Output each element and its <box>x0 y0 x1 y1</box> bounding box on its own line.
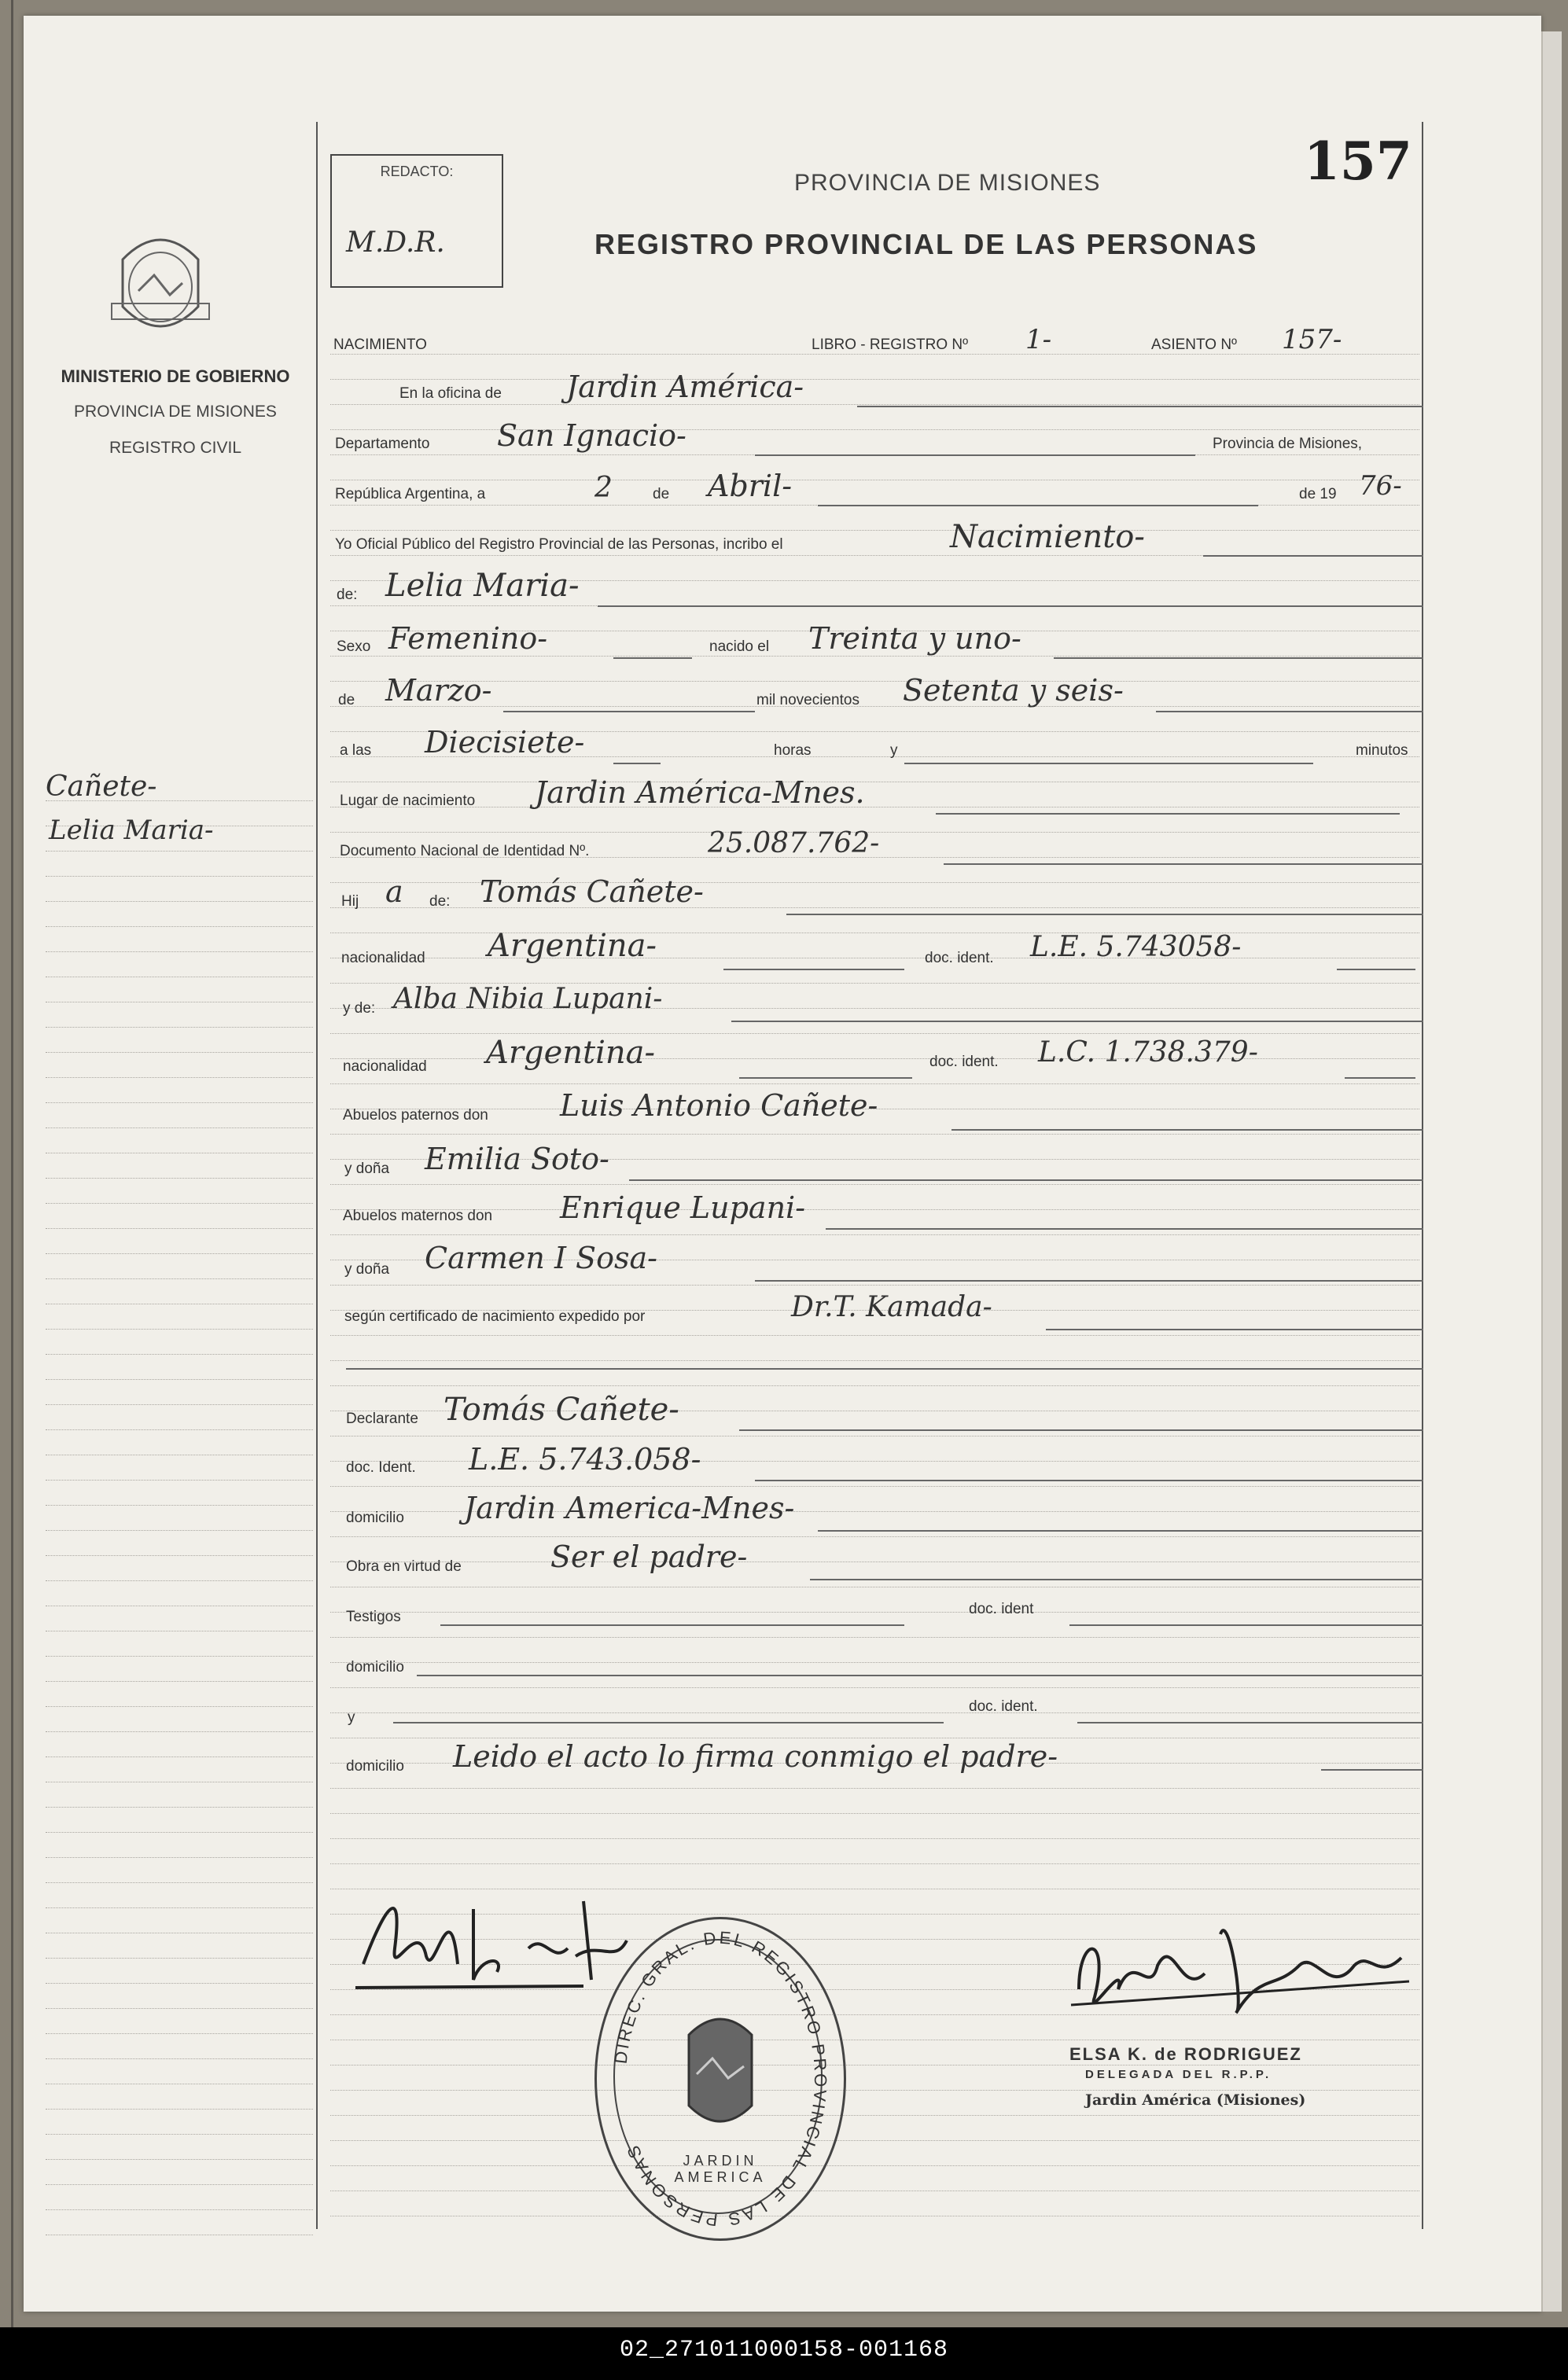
oficial-value: Nacimiento- <box>950 519 1145 555</box>
form-rule <box>330 706 1419 707</box>
margin-note-name: Lelia Maria- <box>49 815 214 846</box>
margin-rule <box>46 1203 313 1204</box>
abp-label: Abuelos paternos don <box>343 1107 488 1124</box>
nac2-value: Argentina- <box>486 1035 656 1071</box>
signature-name: ELSA K. de RODRIGUEZ <box>1069 2044 1302 2064</box>
margin-rule <box>46 1077 313 1078</box>
form-rule <box>330 1662 1419 1663</box>
form-rule <box>330 1788 1419 1789</box>
field-underline <box>1321 1769 1423 1771</box>
margin-rule <box>46 901 313 902</box>
domicilio2-label: domicilio <box>346 1659 404 1676</box>
margin-rule <box>46 1530 313 1531</box>
hij-label: Hij <box>341 893 359 910</box>
nacido-label: nacido el <box>709 638 770 655</box>
margin-rule <box>46 1102 313 1103</box>
field-underline <box>818 1530 1423 1532</box>
form-rule <box>330 681 1419 682</box>
docid3-label: doc. ident. <box>969 1698 1038 1715</box>
horas-label: horas <box>774 742 812 759</box>
margin-rule <box>46 1329 313 1330</box>
field-underline <box>786 914 1423 915</box>
form-rule <box>330 1234 1419 1235</box>
sexo-label: Sexo <box>337 638 371 655</box>
margin-rule <box>46 1983 313 1984</box>
margin-rule <box>46 2109 313 2110</box>
oficial-label: Yo Oficial Público del Registro Provincial de las Personas, incribo el <box>335 536 783 553</box>
margin-rule <box>46 1731 313 1732</box>
nac1-value: Argentina- <box>488 928 657 964</box>
hij-de-label: de: <box>429 893 451 910</box>
form-rule <box>330 1285 1419 1286</box>
domicilio3-value: Leido el acto lo firma conmigo el padre- <box>453 1739 1058 1774</box>
cert-value: Dr.T. Kamada- <box>791 1291 992 1323</box>
form-rule <box>330 1838 1419 1839</box>
testigos-label: Testigos <box>346 1609 401 1625</box>
docid-value: L.E. 5.743.058- <box>469 1442 701 1477</box>
field-underline <box>810 1579 1423 1580</box>
form-rule <box>330 1813 1419 1814</box>
margin-rule <box>46 1127 313 1128</box>
oficina-value: Jardin América- <box>566 370 804 404</box>
republica-label: República Argentina, a <box>335 486 486 502</box>
madre-value: Alba Nibia Lupani- <box>393 983 663 1015</box>
field-underline <box>951 1129 1423 1131</box>
field-underline <box>629 1179 1423 1181</box>
field-underline <box>393 1722 944 1723</box>
margin-rule <box>46 1681 313 1682</box>
dia-value: 2 <box>594 472 613 504</box>
form-rule <box>330 1687 1419 1688</box>
field-underline <box>755 1280 1423 1282</box>
margin-rule <box>46 1379 313 1380</box>
page-number: 157 <box>1304 131 1412 192</box>
form-rule <box>330 1209 1419 1210</box>
nacimiento-label: NACIMIENTO <box>333 337 427 353</box>
docid2-label: doc. ident <box>969 1601 1034 1617</box>
field-underline <box>857 406 1423 407</box>
provincia-label: Provincia de Misiones, <box>1213 436 1363 452</box>
alas-label: a las <box>340 742 372 759</box>
form-rule <box>330 1033 1419 1034</box>
margin-rule <box>46 876 313 877</box>
margin-rule <box>46 2134 313 2135</box>
margin-rule <box>46 1656 313 1657</box>
registry-title: REGISTRO PROVINCIAL DE LAS PERSONAS <box>594 228 1258 260</box>
field-underline <box>417 1675 1423 1676</box>
declarante-label: Declarante <box>346 1411 418 1427</box>
margin-rule <box>46 1480 313 1481</box>
field-underline <box>1077 1722 1423 1723</box>
margin-rule <box>46 1228 313 1229</box>
margin-rule <box>46 2209 313 2210</box>
margin-rule <box>46 1907 313 1908</box>
margin-rule <box>46 1278 313 1279</box>
dona1-value: Emilia Soto- <box>425 1142 609 1176</box>
ministry-line2: PROVINCIA DE MISIONES <box>74 403 277 421</box>
asiento-value: 157- <box>1282 324 1342 355</box>
form-rule <box>330 2115 1419 2116</box>
field-underline <box>731 1021 1423 1022</box>
cert-label: según certificado de nacimiento expedido por <box>344 1308 646 1325</box>
image-caption: 02_271011000158-001168 <box>619 2337 949 2363</box>
oficina-label: En la oficina de <box>399 385 502 402</box>
field-underline <box>944 863 1423 865</box>
margin-rule <box>46 1354 313 1355</box>
declarante-value: Tomás Cañete- <box>444 1392 679 1428</box>
form-rule <box>330 1863 1419 1864</box>
binding-edge <box>11 0 13 2327</box>
de3-label: de <box>338 692 355 708</box>
minutos-label: minutos <box>1356 742 1408 759</box>
form-rule <box>330 1134 1419 1135</box>
mes-value: Abril- <box>708 469 793 503</box>
field-underline <box>613 763 661 764</box>
field-underline <box>613 657 692 659</box>
form-rule <box>330 1536 1419 1537</box>
form-rule <box>330 1637 1419 1638</box>
margin-rule <box>46 1832 313 1833</box>
margin-rule <box>46 1958 313 1959</box>
margin-note-surname: Cañete- <box>46 771 157 803</box>
departamento-label: Departamento <box>335 436 430 452</box>
form-rule <box>330 1360 1419 1361</box>
abm-label: Abuelos maternos don <box>343 1208 493 1224</box>
margin-rule <box>46 1706 313 1707</box>
horas-value: Diecisiete- <box>425 725 585 760</box>
ministry-line3: REGISTRO CIVIL <box>109 439 242 457</box>
obra-label: Obra en virtud de <box>346 1558 462 1575</box>
official-seal <box>594 1917 846 2241</box>
seal-ring-text: DIREC. GRAL. DEL REGISTRO PROVINCIAL DE LAS PERSONAS <box>610 1927 831 2231</box>
abm-value: Enrique Lupani- <box>560 1190 806 1225</box>
form-rule <box>330 1184 1419 1185</box>
form-rule <box>330 1712 1419 1713</box>
mes-nac-value: Marzo- <box>385 673 492 708</box>
form-rule <box>330 530 1419 531</box>
field-underline <box>1203 555 1423 557</box>
asiento-label: ASIENTO Nº <box>1151 337 1237 353</box>
docid-label: doc. Ident. <box>346 1459 416 1476</box>
libro-label: LIBRO - REGISTRO Nº <box>812 337 969 353</box>
margin-rule <box>46 851 313 852</box>
form-rule <box>330 2140 1419 2141</box>
margin-rule <box>46 1756 313 1757</box>
field-underline <box>739 1077 912 1079</box>
field-underline <box>723 969 904 970</box>
page-edge <box>1541 31 1562 2312</box>
form-rule <box>330 1335 1419 1336</box>
form-rule <box>330 1385 1419 1386</box>
mil-value: Setenta y seis- <box>903 673 1124 708</box>
abp-value: Luis Antonio Cañete- <box>560 1088 878 1123</box>
field-underline <box>1069 1624 1423 1626</box>
redacto-value: M.D.R. <box>346 226 445 259</box>
margin-rule <box>46 1429 313 1430</box>
field-underline <box>755 1480 1423 1481</box>
field-underline <box>503 711 755 712</box>
sexo-value: Femenino- <box>388 621 548 656</box>
domicilio-label: domicilio <box>346 1510 404 1526</box>
field-underline <box>755 454 1195 456</box>
signature-place: Jardin América (Misiones) <box>1085 2091 1306 2109</box>
form-rule <box>330 2090 1419 2091</box>
field-underline <box>598 605 1423 607</box>
domicilio3-label: domicilio <box>346 1758 404 1775</box>
de2-label: de: <box>337 587 358 603</box>
field-underline <box>1054 657 1423 659</box>
hij-value: a <box>385 874 403 909</box>
field-underline <box>1046 1329 1423 1330</box>
margin-rule <box>46 1404 313 1405</box>
field-underline <box>739 1429 1423 1431</box>
anio-value: 76- <box>1359 470 1402 502</box>
margin-rule <box>46 951 313 952</box>
y-label: y <box>890 742 898 759</box>
form-rule <box>330 656 1419 657</box>
dni-value: 25.087.762- <box>708 827 880 859</box>
margin-rule <box>46 2033 313 2034</box>
form-rule <box>330 1486 1419 1487</box>
coat-of-arms-icon <box>107 228 214 346</box>
signature-title: DELEGADA DEL R.P.P. <box>1085 2068 1272 2081</box>
doc1-label: doc. ident. <box>925 950 994 966</box>
domicilio-value: Jardin America-Mnes- <box>464 1491 795 1525</box>
margin-rule <box>46 1052 313 1053</box>
field-underline <box>826 1228 1423 1230</box>
form-rule <box>330 404 1419 405</box>
libro-value: 1- <box>1025 324 1052 355</box>
dona2-label: y doña <box>344 1261 390 1278</box>
field-underline <box>1345 1077 1415 1079</box>
nacido-value: Treinta y uno- <box>808 621 1021 656</box>
margin-rule <box>46 2058 313 2059</box>
seal-inner-text: JARDIN AMERICA <box>674 2153 767 2185</box>
official-signature <box>1063 1903 1425 2036</box>
dona2-value: Carmen I Sosa- <box>425 1241 657 1275</box>
nombre-value: Lelia Maria- <box>385 568 580 604</box>
form-rule <box>330 1612 1419 1613</box>
lugar-label: Lugar de nacimiento <box>340 793 476 809</box>
doc2-label: doc. ident. <box>929 1054 999 1070</box>
de-label: de <box>653 486 670 502</box>
nac1-label: nacionalidad <box>341 950 425 966</box>
dni-label: Documento Nacional de Identidad Nº. <box>340 843 590 859</box>
form-rule <box>330 379 1419 380</box>
margin-rule <box>46 1253 313 1254</box>
field-underline <box>1337 969 1415 970</box>
margin-rule <box>46 1178 313 1179</box>
redacto-box <box>330 154 503 288</box>
departamento-value: San Ignacio- <box>497 418 686 453</box>
margin-rule <box>46 1857 313 1858</box>
field-underline <box>346 1368 1423 1370</box>
field-underline <box>904 763 1313 764</box>
nac2-label: nacionalidad <box>343 1058 427 1075</box>
margin-rule <box>46 1882 313 1883</box>
margin-rule <box>46 926 313 927</box>
left-border-line <box>316 122 318 2229</box>
form-rule <box>330 2165 1419 2166</box>
yde-label: y de: <box>343 1000 376 1017</box>
mil-label: mil novecientos <box>756 692 859 708</box>
obra-value: Ser el padre- <box>550 1539 748 1574</box>
margin-rule <box>46 2008 313 2009</box>
margin-rule <box>46 1505 313 1506</box>
form-rule <box>330 354 1419 355</box>
province-title: PROVINCIA DE MISIONES <box>794 170 1101 196</box>
anio-label: de 19 <box>1299 486 1337 502</box>
ministry-line1: MINISTERIO DE GOBIERNO <box>61 366 290 386</box>
field-underline <box>1156 711 1423 712</box>
form-rule <box>330 429 1419 430</box>
margin-rule <box>46 1027 313 1028</box>
doc2-value: L.C. 1.738.379- <box>1038 1036 1258 1069</box>
lugar-value: Jardin América-Mnes. <box>535 775 865 810</box>
margin-rule <box>46 1580 313 1581</box>
margin-rule <box>46 2184 313 2185</box>
padre-value: Tomás Cañete- <box>480 874 704 909</box>
margin-rule <box>46 1807 313 1808</box>
doc1-value: L.E. 5.743058- <box>1030 931 1242 963</box>
dona1-label: y doña <box>344 1161 390 1177</box>
redacto-label: REDACTO: <box>380 164 454 179</box>
margin-rule <box>46 2159 313 2160</box>
field-underline <box>818 505 1258 506</box>
y2-label: y <box>348 1709 355 1726</box>
margin-rule <box>46 1555 313 1556</box>
field-underline <box>440 1624 904 1626</box>
form-rule <box>330 1083 1419 1084</box>
field-underline <box>936 813 1400 815</box>
